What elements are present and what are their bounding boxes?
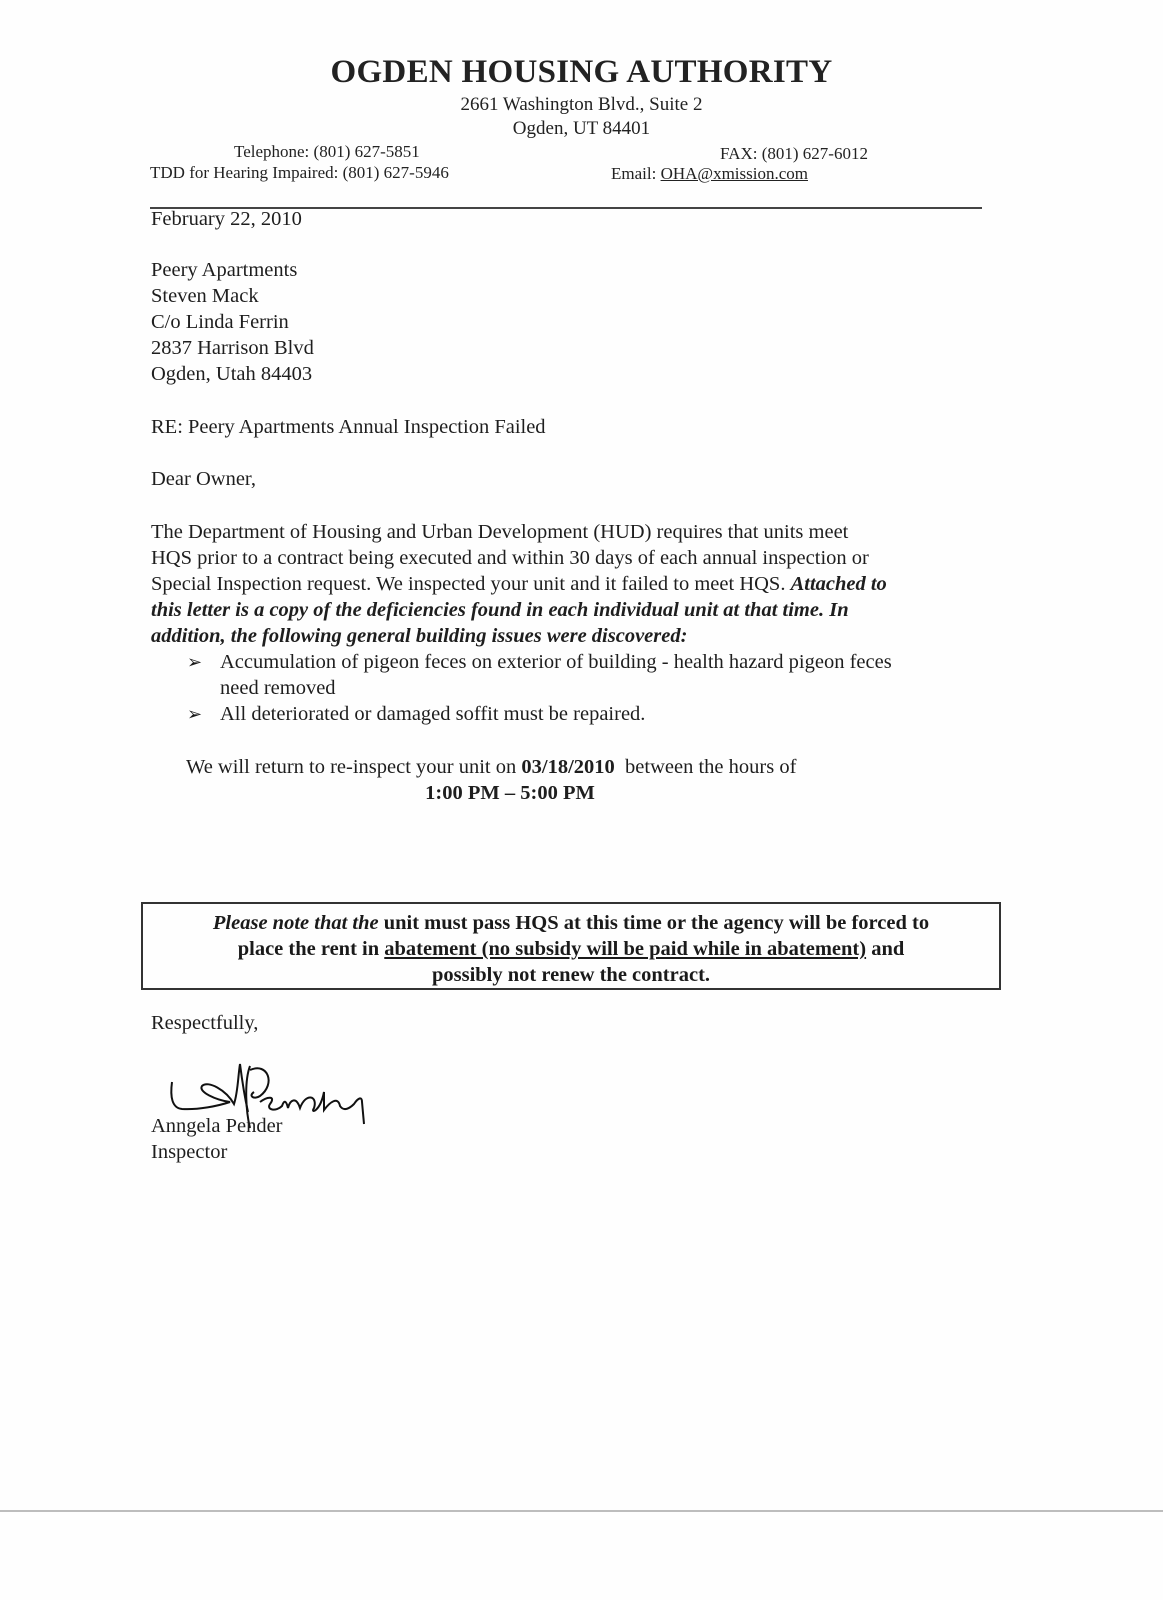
- recipient-line: Peery Apartments: [151, 259, 298, 281]
- notice-underlined: abatement (no subsidy will be paid while in abatement): [384, 938, 867, 960]
- recipient-line: Steven Mack: [151, 285, 259, 307]
- subject-line: RE: Peery Apartments Annual Inspection Failed: [151, 416, 546, 438]
- address-line-2: Ogden, UT 84401: [512, 118, 651, 139]
- reinspection-line: [186, 756, 796, 779]
- salutation: Dear Owner,: [151, 468, 257, 490]
- body-line: [151, 573, 887, 596]
- body-line: The Department of Housing and Urban Development (HUD) requires that units meet: [151, 521, 849, 543]
- email-line: [611, 164, 808, 184]
- signer-title: Inspector: [151, 1141, 228, 1163]
- body-line: HQS prior to a contract being executed and within 30 days of each annual inspection or: [151, 547, 869, 569]
- recipient-line: Ogden, Utah 84403: [151, 363, 313, 385]
- valediction: Respectfully,: [151, 1012, 259, 1034]
- reinspection-hours: 1:00 PM – 5:00 PM: [425, 782, 595, 804]
- telephone: Telephone: (801) 627-5851: [234, 142, 420, 161]
- issue-text: All deteriorated or damaged soffit must be repaired.: [220, 703, 646, 725]
- body-emphasis: Attached to: [790, 573, 887, 595]
- notice-text: place the rent in: [237, 938, 385, 960]
- notice-text: and: [866, 938, 905, 960]
- address-line-1: 2661 Washington Blvd., Suite 2: [460, 94, 703, 115]
- notice-line: possibly not renew the contract.: [431, 964, 711, 986]
- body-text: Special Inspection request. We inspected your unit and it failed to meet HQS.: [151, 573, 791, 595]
- tdd-number: TDD for Hearing Impaired: (801) 627-5946: [150, 163, 449, 182]
- reinspection-prefix: We will return to re-inspect your unit on: [186, 756, 522, 778]
- recipient-line: C/o Linda Ferrin: [151, 311, 289, 333]
- signer-name: Anngela Pender: [151, 1115, 283, 1137]
- arrow-bullet-icon: ➢: [187, 704, 203, 724]
- body-emphasis-line: addition, the following general building issues were discovered:: [151, 625, 688, 647]
- notice-line: [143, 936, 999, 962]
- letter-date: February 22, 2010: [151, 208, 302, 230]
- fax-number: FAX: (801) 627-6012: [720, 144, 868, 163]
- notice-line: [143, 910, 999, 936]
- arrow-bullet-icon: ➢: [187, 652, 203, 672]
- notice-box: [141, 902, 1001, 990]
- reinspection-suffix: between the hours of: [614, 756, 797, 778]
- body-emphasis-line: this letter is a copy of the deficiencies found in each individual unit at that time. In: [151, 599, 849, 621]
- page-bottom-divider: [0, 1510, 1163, 1512]
- issue-text: need removed: [220, 677, 336, 699]
- notice-text: unit must pass HQS at this time or the agency will be forced to: [378, 912, 930, 934]
- email-link[interactable]: OHA@xmission.com: [660, 164, 808, 183]
- recipient-line: 2837 Harrison Blvd: [151, 337, 314, 359]
- email-label: Email:: [611, 164, 661, 183]
- organization-name: OGDEN HOUSING AUTHORITY: [330, 54, 833, 90]
- reinspection-date: 03/18/2010: [521, 756, 615, 778]
- issue-text: Accumulation of pigeon feces on exterior of building - health hazard pigeon feces: [220, 651, 892, 673]
- notice-italic: Please note that the: [212, 912, 379, 934]
